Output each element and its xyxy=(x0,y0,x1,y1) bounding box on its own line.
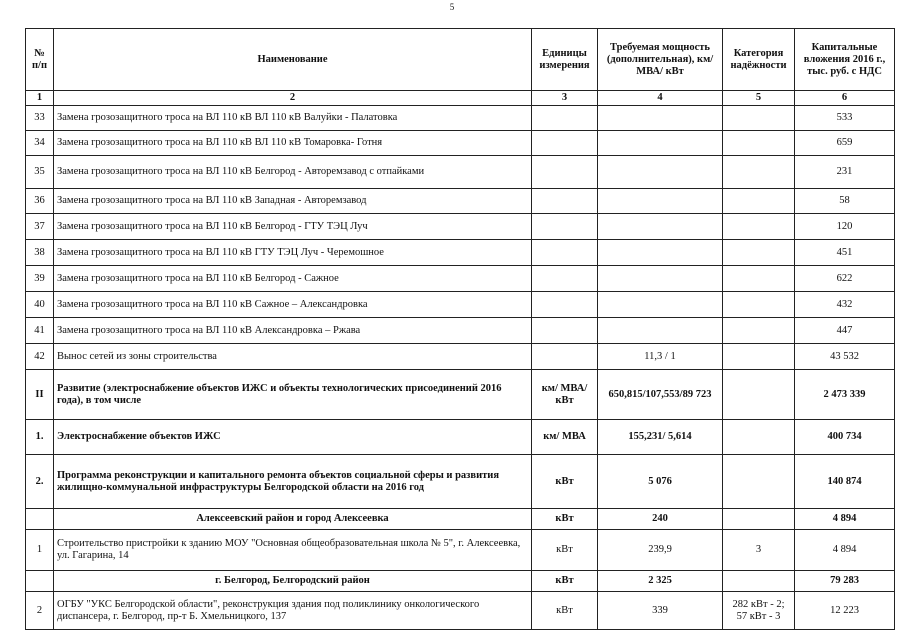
row-category xyxy=(723,344,795,370)
row-capex: 622 xyxy=(795,266,895,292)
row-num: 38 xyxy=(26,240,54,266)
row-name: Замена грозозащитного троса на ВЛ 110 кВ Белгород - Авторемзавод с отпайками xyxy=(54,156,532,189)
row-category xyxy=(723,455,795,509)
row-unit xyxy=(532,240,598,266)
row-num: 2. xyxy=(26,455,54,509)
table-row xyxy=(26,370,895,420)
row-name: Программа реконструкции и капитального ремонта объектов социальной сферы и развития жилищно-коммунальной инфраструктуры Белгородской области на 2016 год xyxy=(54,455,532,509)
row-power: 339 xyxy=(598,592,723,630)
table-row xyxy=(26,455,895,509)
row-name: г. Белгород, Белгородский район xyxy=(54,571,532,592)
table-row xyxy=(26,592,895,630)
column-number-row xyxy=(26,91,895,106)
row-category xyxy=(723,266,795,292)
table-row xyxy=(26,318,895,344)
row-num: 42 xyxy=(26,344,54,370)
row-capex: 4 894 xyxy=(795,530,895,571)
row-capex: 447 xyxy=(795,318,895,344)
row-num: 40 xyxy=(26,292,54,318)
row-power xyxy=(598,266,723,292)
header-num: № п/п xyxy=(26,29,54,91)
row-capex: 400 734 xyxy=(795,420,895,455)
row-name: Развитие (электроснабжение объектов ИЖС и объекты технологических присоединений 2016 года), в том числе xyxy=(54,370,532,420)
row-num: 41 xyxy=(26,318,54,344)
table-row xyxy=(26,240,895,266)
row-power xyxy=(598,240,723,266)
row-unit xyxy=(532,266,598,292)
col-number: 4 xyxy=(598,91,723,106)
row-name: Замена грозозащитного троса на ВЛ 110 кВ Сажное – Александровка xyxy=(54,292,532,318)
row-num xyxy=(26,509,54,530)
row-category xyxy=(723,571,795,592)
row-category: 282 кВт - 2; 57 кВт - 3 xyxy=(723,592,795,630)
row-name: Вынос сетей из зоны строительства xyxy=(54,344,532,370)
row-capex: 120 xyxy=(795,214,895,240)
row-power: 11,3 / 1 xyxy=(598,344,723,370)
row-category xyxy=(723,509,795,530)
row-category xyxy=(723,240,795,266)
page-number: 5 xyxy=(449,2,455,12)
row-capex: 2 473 339 xyxy=(795,370,895,420)
header-unit: Единицы измерения xyxy=(532,29,598,91)
row-category xyxy=(723,156,795,189)
table-row xyxy=(26,509,895,530)
row-capex: 451 xyxy=(795,240,895,266)
header-capex: Капитальные вложения 2016 г., тыс. руб. с НДС xyxy=(795,29,895,91)
row-category xyxy=(723,420,795,455)
row-capex: 12 223 xyxy=(795,592,895,630)
row-capex: 4 894 xyxy=(795,509,895,530)
row-name: ОГБУ "УКС Белгородской области", реконструкция здания под поликлинику онкологического диспансера, г. Белгород, пр-т Б. Хмельницкого, 137 xyxy=(54,592,532,630)
table-row xyxy=(26,106,895,131)
table-row xyxy=(26,156,895,189)
row-power: 650,815/107,553/89 723 xyxy=(598,370,723,420)
row-unit xyxy=(532,344,598,370)
row-category xyxy=(723,189,795,214)
row-num: 35 xyxy=(26,156,54,189)
row-num: 36 xyxy=(26,189,54,214)
row-name: Замена грозозащитного троса на ВЛ 110 кВ Белгород - Сажное xyxy=(54,266,532,292)
row-num: 37 xyxy=(26,214,54,240)
col-number: 3 xyxy=(532,91,598,106)
row-power xyxy=(598,214,723,240)
col-number: 5 xyxy=(723,91,795,106)
header-category: Категория надёжности xyxy=(723,29,795,91)
row-name: Замена грозозащитного троса на ВЛ 110 кВ Александровка – Ржава xyxy=(54,318,532,344)
investment-table xyxy=(25,28,895,630)
row-capex: 659 xyxy=(795,131,895,156)
row-unit xyxy=(532,214,598,240)
row-capex: 79 283 xyxy=(795,571,895,592)
table-row xyxy=(26,344,895,370)
row-unit: кВт xyxy=(532,530,598,571)
row-power: 155,231/ 5,614 xyxy=(598,420,723,455)
row-num: 33 xyxy=(26,106,54,131)
row-num: 34 xyxy=(26,131,54,156)
row-unit xyxy=(532,131,598,156)
row-unit xyxy=(532,292,598,318)
row-num: II xyxy=(26,370,54,420)
row-unit xyxy=(532,156,598,189)
row-unit xyxy=(532,106,598,131)
row-name: Электроснабжение объектов ИЖС xyxy=(54,420,532,455)
row-power xyxy=(598,131,723,156)
row-capex: 533 xyxy=(795,106,895,131)
row-power: 2 325 xyxy=(598,571,723,592)
row-unit: км/ МВА/ кВт xyxy=(532,370,598,420)
table-row xyxy=(26,131,895,156)
row-unit: кВт xyxy=(532,592,598,630)
row-power xyxy=(598,292,723,318)
row-category xyxy=(723,214,795,240)
row-category xyxy=(723,318,795,344)
table-row xyxy=(26,292,895,318)
row-num: 39 xyxy=(26,266,54,292)
row-capex: 43 532 xyxy=(795,344,895,370)
row-unit: кВт xyxy=(532,509,598,530)
table-body xyxy=(26,106,895,630)
row-name: Замена грозозащитного троса на ВЛ 110 кВ ГТУ ТЭЦ Луч - Черемошное xyxy=(54,240,532,266)
row-name: Замена грозозащитного троса на ВЛ 110 кВ Западная - Авторемзавод xyxy=(54,189,532,214)
table-row xyxy=(26,189,895,214)
row-power: 239,9 xyxy=(598,530,723,571)
row-capex: 231 xyxy=(795,156,895,189)
row-unit xyxy=(532,189,598,214)
row-category xyxy=(723,106,795,131)
row-unit: кВт xyxy=(532,455,598,509)
row-category xyxy=(723,131,795,156)
row-num: 1. xyxy=(26,420,54,455)
header-power: Требуемая мощность (дополнительная), км/ МВА/ кВт xyxy=(598,29,723,91)
row-capex: 140 874 xyxy=(795,455,895,509)
table-row xyxy=(26,571,895,592)
row-capex: 58 xyxy=(795,189,895,214)
row-power xyxy=(598,318,723,344)
row-name: Алексеевский район и город Алексеевка xyxy=(54,509,532,530)
table-row xyxy=(26,266,895,292)
table-row xyxy=(26,530,895,571)
table-row xyxy=(26,214,895,240)
col-number: 2 xyxy=(54,91,532,106)
row-power: 5 076 xyxy=(598,455,723,509)
row-unit: км/ МВА xyxy=(532,420,598,455)
row-num: 2 xyxy=(26,592,54,630)
row-power: 240 xyxy=(598,509,723,530)
header-name: Наименование xyxy=(54,29,532,91)
row-capex: 432 xyxy=(795,292,895,318)
row-power xyxy=(598,106,723,131)
col-number: 6 xyxy=(795,91,895,106)
row-name: Замена грозозащитного троса на ВЛ 110 кВ Белгород - ГТУ ТЭЦ Луч xyxy=(54,214,532,240)
row-category: 3 xyxy=(723,530,795,571)
table-row xyxy=(26,420,895,455)
row-num: 1 xyxy=(26,530,54,571)
row-power xyxy=(598,189,723,214)
col-number: 1 xyxy=(26,91,54,106)
row-unit: кВт xyxy=(532,571,598,592)
row-category xyxy=(723,370,795,420)
row-num xyxy=(26,571,54,592)
row-name: Замена грозозащитного троса на ВЛ 110 кВ ВЛ 110 кВ Валуйки - Палатовка xyxy=(54,106,532,131)
row-name: Замена грозозащитного троса на ВЛ 110 кВ ВЛ 110 кВ Томаровка- Готня xyxy=(54,131,532,156)
row-category xyxy=(723,292,795,318)
header-row xyxy=(26,29,895,91)
row-power xyxy=(598,156,723,189)
row-unit xyxy=(532,318,598,344)
row-name: Строительство пристройки к зданию МОУ "Основная общеобразовательная школа № 5", г. Алексеевка, ул. Гагарина, 14 xyxy=(54,530,532,571)
